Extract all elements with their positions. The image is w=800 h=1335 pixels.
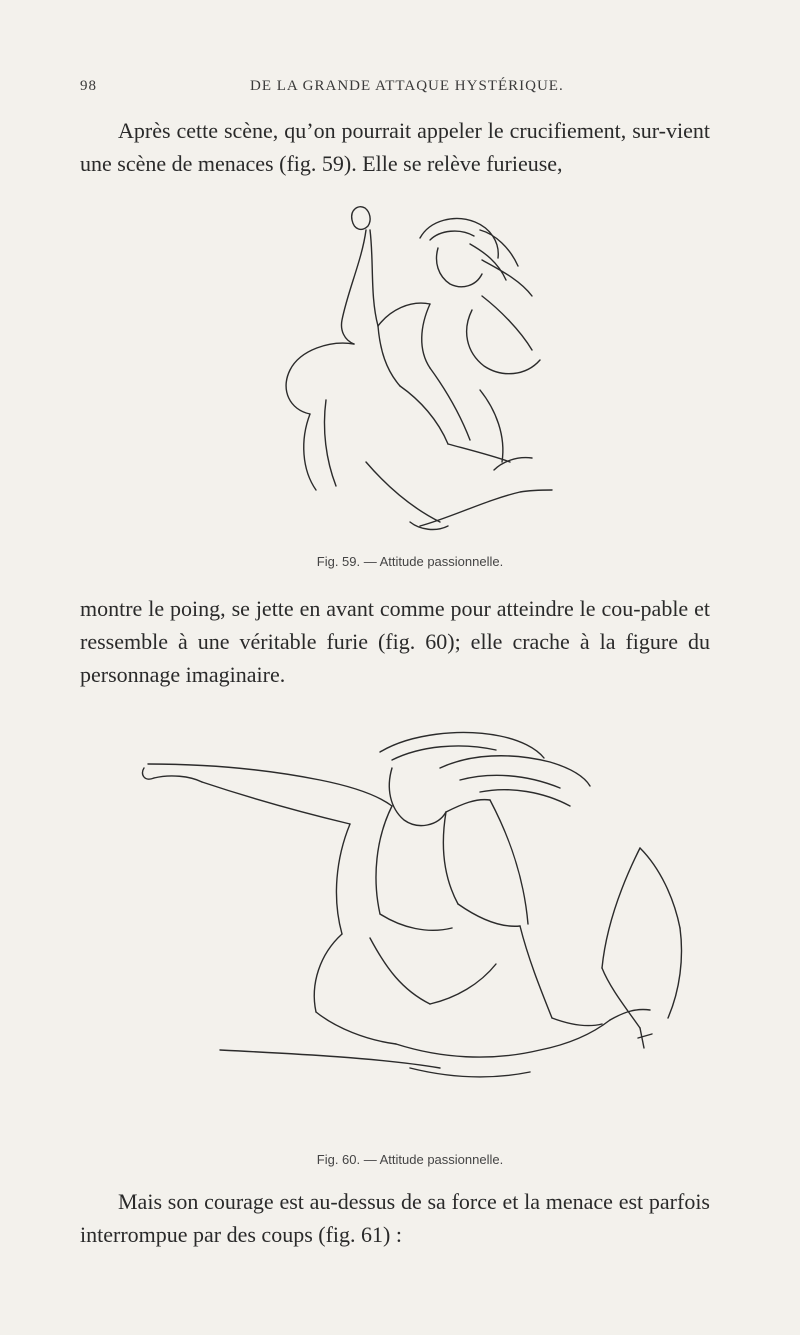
figure-60-caption: Fig. 60. — Attitude passionnelle.: [316, 1152, 504, 1167]
paragraph-3: Mais son courage est au-dessus de sa force et la menace est parfois interrompue par des coups (fig. 61) :: [80, 1189, 710, 1247]
figure-59-drawing: [270, 200, 560, 540]
figure-59-illustration: [270, 200, 560, 540]
figure-60-illustration: [140, 728, 710, 1138]
figure-60-drawing: [140, 728, 710, 1138]
page-header: [80, 78, 710, 104]
page-number: 98: [80, 78, 97, 94]
paragraph-2: montre le poing, se jette en avant comme pour atteindre le cou-pable et ressemble à une véritable furie (fig. 60); elle crache à la figure du personnage imaginaire.: [80, 596, 710, 687]
paragraph-1: Après cette scène, qu’on pourrait appeler le crucifiement, sur-vient une scène de menaces (fig. 59). Elle se relève furieuse,: [80, 118, 710, 176]
running-title: DE LA GRANDE ATTAQUE HYSTÉRIQUE.: [250, 78, 564, 94]
figure-59-caption: Fig. 59. — Attitude passionnelle.: [316, 554, 504, 569]
